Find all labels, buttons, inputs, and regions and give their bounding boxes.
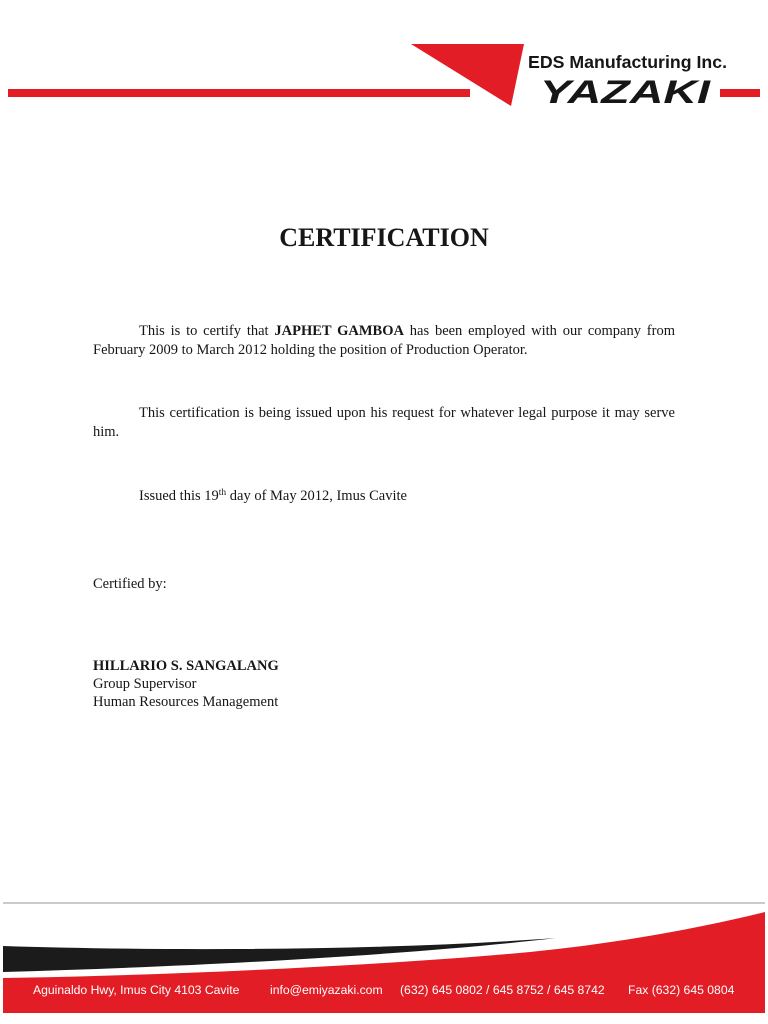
paragraph-purpose: This certification is being issued upon his request for whatever legal purpose it may serve him. — [93, 405, 675, 440]
signatory-name: HILLARIO S. SANGALANG — [93, 658, 279, 674]
brand-wordmark: YAZAKI — [540, 74, 712, 110]
header-rule-left — [8, 89, 470, 97]
footer-address: Aguinaldo Hwy, Imus City 4103 Cavite — [33, 983, 240, 997]
ordinal-suffix: th — [218, 488, 227, 498]
issuance-lead: Issued this 19 — [139, 488, 219, 504]
company-name: EDS Manufacturing Inc. — [528, 52, 727, 72]
footer-phones: (632) 645 0802 / 645 8752 / 645 8742 — [400, 983, 605, 997]
signatory-department: Human Resources Management — [93, 694, 279, 710]
employee-name: JAPHET GAMBOA — [274, 323, 404, 339]
footer-fax: Fax (632) 645 0804 — [628, 983, 735, 997]
signatory-position: Group Supervisor — [93, 676, 197, 692]
document-title: CERTIFICATION — [279, 223, 489, 252]
footer-email: info@emiyazaki.com — [270, 983, 383, 997]
header-rule-right — [720, 89, 760, 97]
employment-lead: This is to certify that — [139, 323, 269, 339]
issuance-details: day of May 2012, Imus Cavite — [229, 488, 407, 504]
paragraph-employment — [93, 322, 675, 360]
certified-by-label: Certified by: — [93, 576, 167, 592]
signatory-block — [93, 657, 279, 711]
paragraph-issuance — [93, 487, 675, 506]
employment-details: has been employed with our company from February 2009 to March 2012 holding the position of Production Operator. — [93, 323, 675, 358]
